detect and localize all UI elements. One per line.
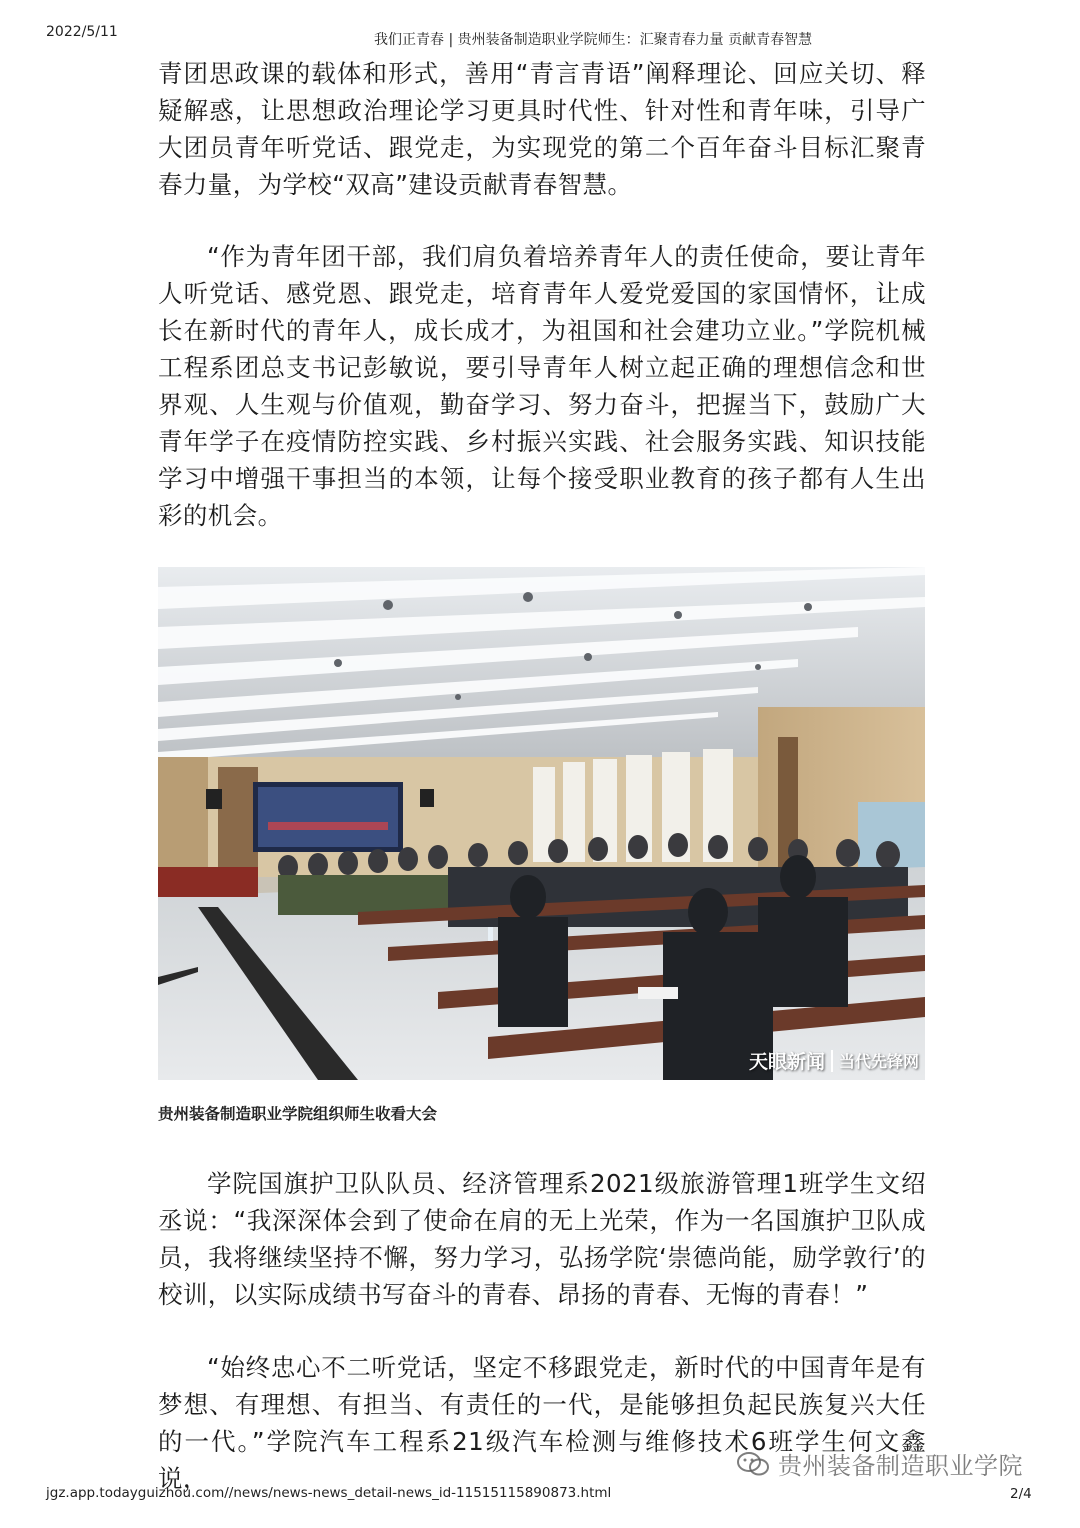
- source-url: jgz.app.todayguizhou.com//news/news-news_detail-news_id-11515115890873.html: [46, 1485, 612, 1501]
- conference-hall-photo: [158, 567, 925, 1080]
- wechat-brand-watermark: [736, 1446, 1023, 1481]
- article-paragraph-2: “作为青年团干部，我们肩负着培养青年人的责任使命，要让青年人听党话、感党恩、跟党走，培育青年人爱党爱国的家国情怀，让成长在新时代的青年人，成长成才，为祖国和社会建功立业。”学院机械工程系团总支书记彭敏说，要引导青年人树立起正确的理想信念和世界观、人生观与价值观，勤奋学习、努力奋斗，把握当下，鼓励广大青年学子在疫情防控实践、乡村振兴实践、社会服务实践、知识技能学习中增强干事担当的本领，让每个接受职业教育的孩子都有人生出彩的机会。: [158, 242, 926, 530]
- photo-illustration: [158, 567, 925, 1080]
- article-paragraph-3: 学院国旗护卫队队员、经济管理系2021级旅游管理1班学生文绍丞说：“我深深体会到了使命在肩的无上光荣，作为一名国旗护卫队成员，我将继续坚持不懈，努力学习，弘扬学院‘崇德尚能，励学敦行’的校训，以实际成绩书写奋斗的青春、昂扬的青春、无悔的青春！”: [158, 1169, 926, 1309]
- article-paragraph-4: “始终忠心不二听党话，坚定不移跟党走，新时代的中国青年是有梦想、有理想、有担当、有责任的一代，是能够担负起民族复兴大任的一代。”学院汽车工程系21级汽车检测与维修技术6班学生何文鑫说，: [158, 1353, 926, 1493]
- photo-watermark: [749, 1047, 919, 1074]
- page-header-title: 我们正青春 | 贵州装备制造职业学院师生：汇聚青春力量 贡献青春智慧: [374, 32, 813, 48]
- article-paragraph-1: 青团思政课的载体和形式，善用“青言青语”阐释理论、回应关切、释疑解惑，让思想政治理论学习更具时代性、针对性和青年味，引导广大团员青年听党话、跟党走，为实现党的第二个百年奋斗目标汇聚青春力量，为学校“双高”建设贡献青春智慧。: [158, 59, 926, 199]
- photo-watermark-divider: [831, 1050, 833, 1072]
- photo-watermark-ddxf: 当代先锋网: [838, 1052, 919, 1071]
- print-date: 2022/5/11: [46, 24, 118, 40]
- page-number: 2/4: [1010, 1486, 1032, 1502]
- wechat-brand-name: 贵州装备制造职业学院: [778, 1452, 1023, 1480]
- photo-caption: 贵州装备制造职业学院组织师生收看大会: [158, 1105, 438, 1123]
- photo-watermark-tianyan: 天眼新闻: [748, 1051, 825, 1073]
- wechat-icon: [736, 1451, 770, 1477]
